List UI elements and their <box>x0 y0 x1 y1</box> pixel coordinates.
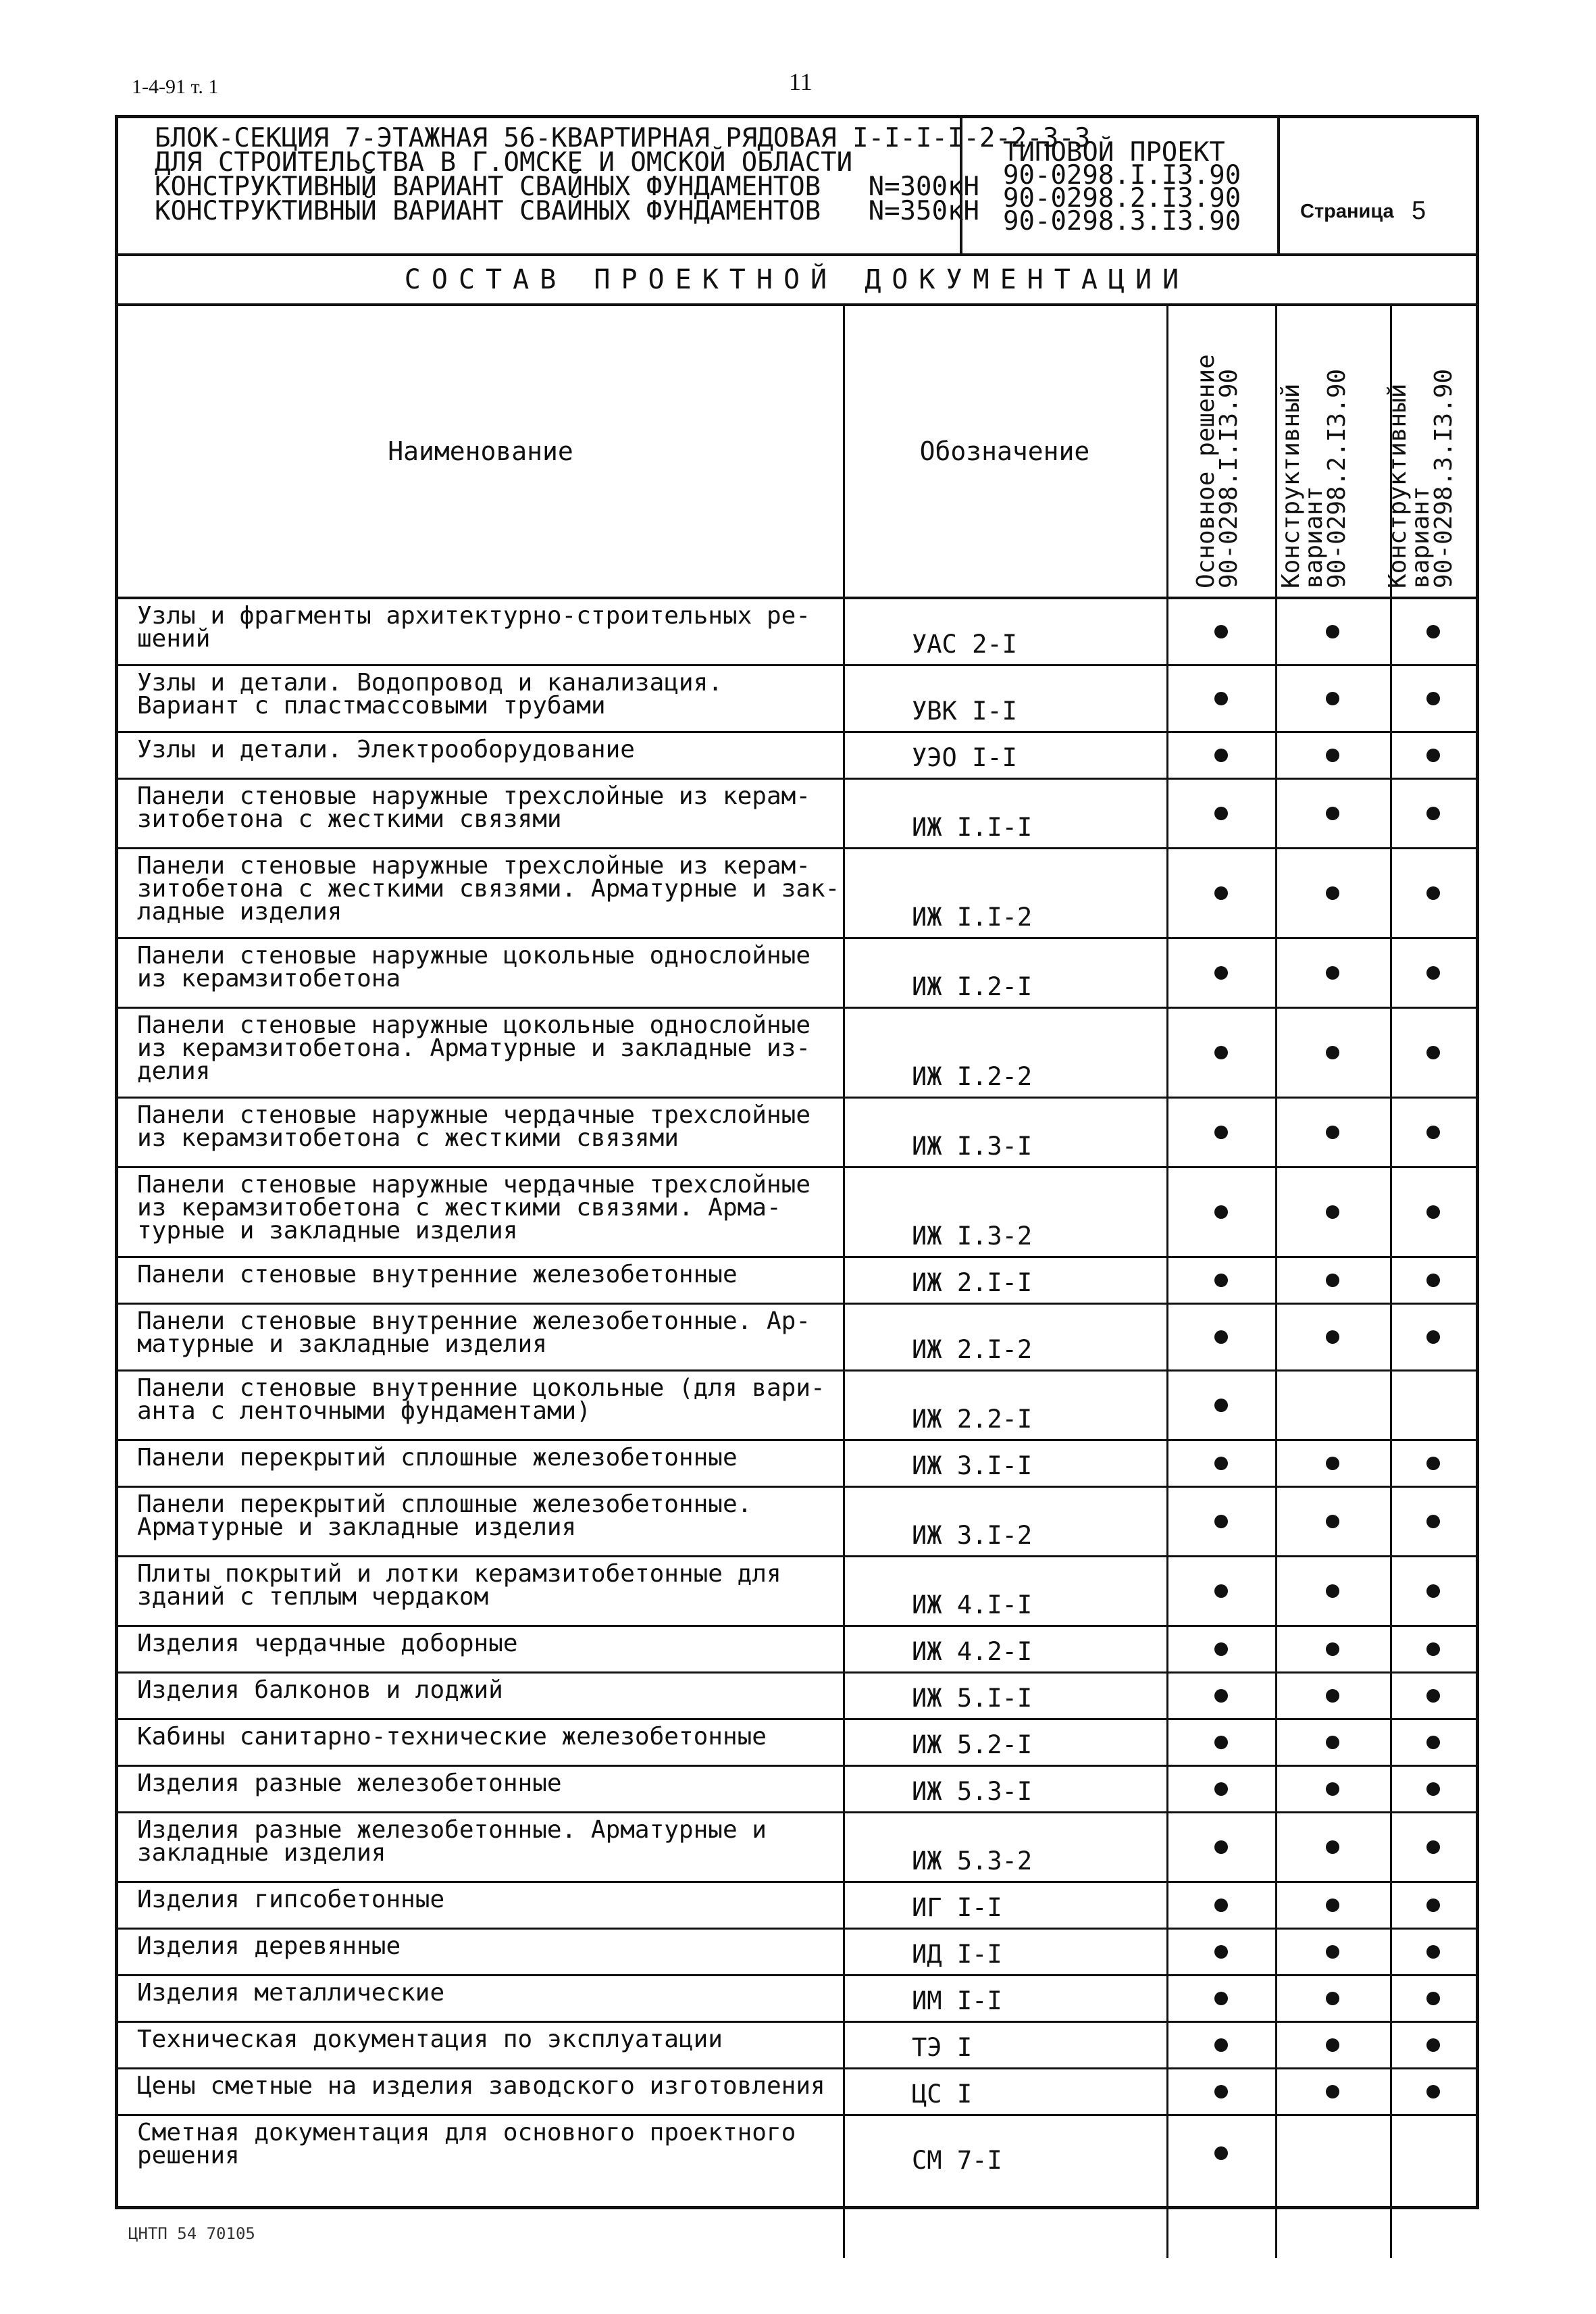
inclusion-mark <box>1326 1992 1339 2005</box>
table-row <box>118 1627 1476 1674</box>
row-name: Панели стеновые наружные цокольные однослойные из керамзитобетона. Арматурные и закладные из- делия <box>137 1011 810 1085</box>
title-line: БЛОК-СЕКЦИЯ 7-ЭТАЖНАЯ 56-КВАРТИРНАЯ РЯДОВАЯ I-I-I-I-2-2-3-3 <box>155 123 1091 153</box>
inclusion-mark <box>1426 2085 1440 2098</box>
column-divider <box>1275 1767 1277 1811</box>
column-divider <box>1390 1720 1392 1765</box>
column-divider <box>1166 599 1168 664</box>
row-code: УЭО I-I <box>912 743 1017 772</box>
row-name: Плиты покрытий и лотки керамзитобетонные для зданий с теплым чердаком <box>137 1560 781 1611</box>
column-divider <box>1390 1813 1392 1881</box>
inclusion-mark <box>1326 1584 1339 1598</box>
row-name: Изделия гипсобетонные <box>137 1886 445 1913</box>
title-line: ДЛЯ СТРОИТЕЛЬСТВА В Г.ОМСКЕ И ОМСКОЙ ОБЛАСТИ <box>155 147 853 178</box>
table-row <box>118 2116 1476 2258</box>
column-divider <box>1166 1627 1168 1671</box>
row-name: Панели стеновые внутренние цокольные (для вари- анта с ленточными фундаментами) <box>137 1374 825 1425</box>
column-header-code: Обозначение <box>919 436 1090 466</box>
column-divider <box>1275 1674 1277 1718</box>
column-divider <box>843 1372 845 1439</box>
column-divider <box>1166 1258 1168 1303</box>
inclusion-mark <box>1214 1399 1228 1412</box>
page-value: 5 <box>1412 197 1426 225</box>
row-name: Панели стеновые наружные чердачные трехслойные из керамзитобетона с жесткими связями. Арма- турные и закладные изделия <box>137 1171 810 1244</box>
inclusion-mark <box>1214 966 1228 980</box>
table-row <box>118 1372 1476 1441</box>
column-divider <box>1390 599 1392 664</box>
column-divider <box>1275 1258 1277 1303</box>
column-divider <box>1166 2069 1168 2114</box>
inclusion-mark <box>1326 1205 1339 1219</box>
column-divider <box>1390 1883 1392 1928</box>
table-row <box>118 1720 1476 1767</box>
table-row <box>118 1258 1476 1305</box>
table-row <box>118 849 1476 939</box>
column-divider <box>1390 1976 1392 2021</box>
inclusion-mark <box>1214 1330 1228 1344</box>
inclusion-mark <box>1426 1330 1440 1344</box>
column-divider <box>1166 1930 1168 1974</box>
column-divider <box>1166 1674 1168 1718</box>
table-row <box>118 939 1476 1009</box>
inclusion-mark <box>1326 966 1339 980</box>
column-divider <box>1390 1305 1392 1369</box>
column-divider <box>1390 1627 1392 1671</box>
inclusion-mark <box>1326 1046 1339 1059</box>
inclusion-mark <box>1214 807 1228 820</box>
row-name: Панели стеновые внутренние железобетонные <box>137 1261 738 1288</box>
row-name: Узлы и детали. Электрооборудование <box>137 736 635 763</box>
documentation-table <box>118 306 1476 2258</box>
inclusion-mark <box>1426 1457 1440 1470</box>
row-name: Цены сметные на изделия заводского изготовления <box>137 2072 825 2100</box>
table-row <box>118 1976 1476 2023</box>
column-divider <box>1275 1099 1277 1166</box>
column-divider <box>1275 2069 1277 2114</box>
column-divider <box>843 1009 845 1097</box>
column-header-variant-a: Основное решение 90-0298.I.I3.90 <box>1192 354 1243 588</box>
project-label: ТИПОВОЙ ПРОЕКТ <box>1003 137 1225 168</box>
inclusion-mark <box>1214 749 1228 762</box>
inclusion-mark <box>1326 1274 1339 1287</box>
inclusion-mark <box>1426 749 1440 762</box>
row-code: ИЖ I.3-I <box>912 1132 1033 1161</box>
column-divider <box>1275 1441 1277 1486</box>
column-divider <box>1275 733 1277 778</box>
column-divider <box>843 1720 845 1765</box>
inclusion-mark <box>1326 1840 1339 1854</box>
inclusion-mark <box>1214 2085 1228 2098</box>
table-row <box>118 1883 1476 1930</box>
row-name: Панели стеновые наружные чердачные трехслойные из керамзитобетона с жесткими связями <box>137 1101 810 1152</box>
document-reference: 1-4-91 т. 1 <box>132 76 219 98</box>
row-code: УАС 2-I <box>912 630 1017 659</box>
inclusion-mark <box>1426 692 1440 705</box>
row-code: ИЖ 4.2-I <box>912 1637 1033 1666</box>
column-divider <box>1275 1883 1277 1928</box>
column-divider <box>843 1883 845 1928</box>
row-name: Изделия металлические <box>137 1979 445 2007</box>
column-divider <box>1275 1372 1277 1439</box>
table-row <box>118 599 1476 666</box>
inclusion-mark <box>1426 1205 1440 1219</box>
column-divider <box>1275 1488 1277 1555</box>
column-header-variant-b: Конструктивный вариант 90-0298.2.I3.90 <box>1277 368 1351 588</box>
inclusion-mark <box>1426 1642 1440 1656</box>
column-divider <box>843 1674 845 1718</box>
column-divider <box>1275 1627 1277 1671</box>
inclusion-mark <box>1214 1898 1228 1912</box>
column-divider <box>1390 849 1392 937</box>
inclusion-mark <box>1426 1840 1440 1854</box>
row-name: Узлы и фрагменты архитектурно-строительных ре- шений <box>137 602 810 653</box>
page-label: Страница <box>1300 201 1394 222</box>
inclusion-mark <box>1326 1898 1339 1912</box>
inclusion-mark <box>1426 1736 1440 1749</box>
inclusion-mark <box>1426 1782 1440 1796</box>
column-divider <box>843 1627 845 1671</box>
row-code: ИГ I-I <box>912 1893 1002 1922</box>
inclusion-mark <box>1214 1689 1228 1703</box>
column-divider <box>1166 1009 1168 1097</box>
row-code: ТЭ I <box>912 2033 973 2062</box>
inclusion-mark <box>1326 1689 1339 1703</box>
column-divider <box>1390 780 1392 847</box>
row-code: СМ 7-I <box>912 2146 1002 2175</box>
table-row <box>118 1767 1476 1813</box>
column-divider <box>1166 306 1168 597</box>
column-divider <box>1166 1099 1168 1166</box>
column-divider <box>1275 780 1277 847</box>
table-header <box>118 306 1476 599</box>
column-divider <box>1166 2023 1168 2067</box>
inclusion-mark <box>1214 1945 1228 1959</box>
column-divider <box>843 2023 845 2067</box>
inclusion-mark <box>1326 1457 1339 1470</box>
row-name: Панели перекрытий сплошные железобетонные <box>137 1444 738 1472</box>
column-divider <box>1275 1720 1277 1765</box>
inclusion-mark <box>1326 1736 1339 1749</box>
inclusion-mark <box>1326 625 1339 638</box>
title-lines <box>118 118 1091 253</box>
inclusion-mark <box>1426 1515 1440 1528</box>
table-body <box>118 599 1476 2258</box>
row-code: ИЖ 2.I-2 <box>912 1335 1033 1364</box>
table-row <box>118 1813 1476 1883</box>
project-code: 90-0298.I.I3.90 <box>1003 160 1241 191</box>
row-code: ИМ I-I <box>912 1986 1002 2015</box>
column-divider <box>1166 849 1168 937</box>
project-codes <box>962 118 1280 253</box>
column-divider <box>1166 1976 1168 2021</box>
inclusion-mark <box>1426 886 1440 900</box>
inclusion-mark <box>1426 1992 1440 2005</box>
column-divider <box>1390 1488 1392 1555</box>
row-code: ИД I-I <box>912 1940 1002 1969</box>
row-code: ИЖ 2.I-I <box>912 1268 1033 1297</box>
column-divider <box>1390 1557 1392 1625</box>
inclusion-mark <box>1326 749 1339 762</box>
column-divider <box>1275 849 1277 937</box>
inclusion-mark <box>1326 886 1339 900</box>
column-header-name: Наименование <box>388 436 573 466</box>
column-divider <box>1166 1168 1168 1256</box>
row-name: Изделия чердачные доборные <box>137 1630 518 1657</box>
row-name: Панели стеновые внутренние железобетонные. Ар- матурные и закладные изделия <box>137 1307 810 1358</box>
column-divider <box>1275 2023 1277 2067</box>
row-code: ЦС I <box>912 2080 973 2109</box>
row-code: ИЖ I.2-2 <box>912 1062 1033 1091</box>
column-divider <box>843 1488 845 1555</box>
column-divider <box>1390 939 1392 1007</box>
column-divider <box>843 1258 845 1303</box>
inclusion-mark <box>1426 1689 1440 1703</box>
column-divider <box>843 939 845 1007</box>
inclusion-mark <box>1426 1046 1440 1059</box>
row-code: ИЖ I.3-2 <box>912 1222 1033 1251</box>
column-divider <box>1275 2116 1277 2258</box>
inclusion-mark <box>1426 807 1440 820</box>
inclusion-mark <box>1214 1205 1228 1219</box>
inclusion-mark <box>1214 1584 1228 1598</box>
table-row <box>118 1009 1476 1099</box>
row-code: ИЖ 5.3-2 <box>912 1846 1033 1876</box>
inclusion-mark <box>1426 1126 1440 1139</box>
table-row <box>118 1168 1476 1258</box>
column-divider <box>1166 1305 1168 1369</box>
table-row <box>118 2023 1476 2069</box>
column-divider <box>1275 1930 1277 1974</box>
document-frame <box>115 115 1479 2209</box>
row-code: ИЖ I.I-2 <box>912 903 1033 932</box>
column-divider <box>1390 1930 1392 1974</box>
column-divider <box>1390 2069 1392 2114</box>
column-divider <box>1166 1720 1168 1765</box>
inclusion-mark <box>1214 1274 1228 1287</box>
table-row <box>118 733 1476 780</box>
column-divider <box>1390 2116 1392 2258</box>
inclusion-mark <box>1426 1945 1440 1959</box>
column-divider <box>1390 1674 1392 1718</box>
column-divider <box>1275 939 1277 1007</box>
inclusion-mark <box>1214 1736 1228 1749</box>
column-divider <box>1166 780 1168 847</box>
inclusion-mark <box>1214 2146 1228 2160</box>
column-divider <box>1390 1441 1392 1486</box>
inclusion-mark <box>1214 1840 1228 1854</box>
sheet-number: 11 <box>789 68 813 95</box>
column-divider <box>1390 2023 1392 2067</box>
page-block <box>1280 118 1476 253</box>
column-divider <box>843 2069 845 2114</box>
column-divider <box>843 1813 845 1881</box>
row-name: Сметная документация для основного проектного решения <box>137 2119 796 2169</box>
column-divider <box>1390 1767 1392 1811</box>
table-row <box>118 1930 1476 1976</box>
row-code: ИЖ 5.2-I <box>912 1730 1033 1759</box>
row-name: Изделия балконов и лоджий <box>137 1676 503 1704</box>
row-code: ИЖ I.I-I <box>912 813 1033 842</box>
column-divider <box>1166 1441 1168 1486</box>
column-divider <box>843 306 845 597</box>
column-divider <box>1166 1557 1168 1625</box>
column-divider <box>1275 1976 1277 2021</box>
row-name: Изделия разные железобетонные. Арматурные и закладные изделия <box>137 1816 767 1867</box>
row-code: ИЖ 3.I-2 <box>912 1521 1033 1550</box>
column-divider <box>1275 1168 1277 1256</box>
section-title: СОСТАВ ПРОЕКТНОЙ ДОКУМЕНТАЦИИ <box>118 256 1476 306</box>
inclusion-mark <box>1326 1945 1339 1959</box>
column-divider <box>1275 1557 1277 1625</box>
row-code: ИЖ 2.2-I <box>912 1405 1033 1434</box>
column-divider <box>843 599 845 664</box>
column-divider <box>1390 1372 1392 1439</box>
row-code: ИЖ 5.I-I <box>912 1684 1033 1713</box>
row-name: Узлы и детали. Водопровод и канализация. Вариант с пластмассовыми трубами <box>137 669 723 720</box>
inclusion-mark <box>1426 1898 1440 1912</box>
inclusion-mark <box>1326 807 1339 820</box>
column-divider <box>1166 1488 1168 1555</box>
column-divider <box>843 1099 845 1166</box>
table-row <box>118 1441 1476 1488</box>
inclusion-mark <box>1214 1126 1228 1139</box>
row-name: Кабины санитарно-технические железобетонные <box>137 1723 767 1751</box>
row-code: ИЖ 5.3-I <box>912 1777 1033 1806</box>
table-row <box>118 666 1476 733</box>
inclusion-mark <box>1326 692 1339 705</box>
column-divider <box>843 780 845 847</box>
table-row <box>118 1674 1476 1720</box>
column-divider <box>843 1557 845 1625</box>
column-divider <box>1275 1813 1277 1881</box>
inclusion-mark <box>1214 1782 1228 1796</box>
column-divider <box>1166 666 1168 731</box>
inclusion-mark <box>1426 966 1440 980</box>
inclusion-mark <box>1214 1457 1228 1470</box>
column-divider <box>1275 599 1277 664</box>
inclusion-mark <box>1326 1330 1339 1344</box>
row-code: ИЖ 3.I-I <box>912 1451 1033 1480</box>
column-divider <box>843 2116 845 2258</box>
title-block <box>118 118 1476 256</box>
row-name: Техническая документация по эксплуатации <box>137 2026 723 2053</box>
column-divider <box>1275 1009 1277 1097</box>
row-code: ИЖ 4.I-I <box>912 1590 1033 1619</box>
column-divider <box>843 1305 845 1369</box>
title-line: КОНСТРУКТИВНЫЙ ВАРИАНТ СВАЙНЫХ ФУНДАМЕНТОВ N=300кН <box>155 172 979 202</box>
inclusion-mark <box>1326 2038 1339 2052</box>
column-divider <box>1166 939 1168 1007</box>
inclusion-mark <box>1326 1515 1339 1528</box>
column-divider <box>1390 666 1392 731</box>
column-divider <box>843 666 845 731</box>
row-name: Панели стеновые наружные цокольные однослойные из керамзитобетона <box>137 942 810 992</box>
inclusion-mark <box>1326 1642 1339 1656</box>
title-line: КОНСТРУКТИВНЫЙ ВАРИАНТ СВАЙНЫХ ФУНДАМЕНТОВ N=350кН <box>155 196 979 226</box>
inclusion-mark <box>1214 886 1228 900</box>
inclusion-mark <box>1326 1126 1339 1139</box>
column-divider <box>843 733 845 778</box>
column-divider <box>843 1976 845 2021</box>
row-name: Панели перекрытий сплошные железобетонные. Арматурные и закладные изделия <box>137 1490 752 1541</box>
row-name: Панели стеновые наружные трехслойные из керам- зитобетона с жесткими связями. Арматурные и зак- ладные изделия <box>137 852 840 926</box>
column-divider <box>1166 1767 1168 1811</box>
row-name: Панели стеновые наружные трехслойные из керам- зитобетона с жесткими связями <box>137 782 810 833</box>
inclusion-mark <box>1426 1584 1440 1598</box>
inclusion-mark <box>1214 625 1228 638</box>
column-divider <box>1275 1305 1277 1369</box>
inclusion-mark <box>1426 1274 1440 1287</box>
column-divider <box>1390 1009 1392 1097</box>
inclusion-mark <box>1214 1642 1228 1656</box>
column-divider <box>843 1168 845 1256</box>
column-divider <box>843 1441 845 1486</box>
inclusion-mark <box>1214 692 1228 705</box>
column-divider <box>1166 1883 1168 1928</box>
inclusion-mark <box>1426 2038 1440 2052</box>
project-code: 90-0298.3.I3.90 <box>1003 206 1241 236</box>
column-divider <box>1390 1258 1392 1303</box>
inclusion-mark <box>1326 2085 1339 2098</box>
row-code: УВК I-I <box>912 697 1017 726</box>
table-row <box>118 1099 1476 1168</box>
table-row <box>118 2069 1476 2116</box>
inclusion-mark <box>1214 1992 1228 2005</box>
column-divider <box>843 1930 845 1974</box>
column-divider <box>1390 1099 1392 1166</box>
table-row <box>118 1488 1476 1557</box>
table-row <box>118 780 1476 849</box>
table-row <box>118 1305 1476 1372</box>
column-divider <box>1166 1372 1168 1439</box>
inclusion-mark <box>1214 1046 1228 1059</box>
row-name: Изделия деревянные <box>137 1932 401 1960</box>
inclusion-mark <box>1214 2038 1228 2052</box>
row-code: ИЖ I.2-I <box>912 972 1033 1001</box>
column-divider <box>843 849 845 937</box>
inclusion-mark <box>1214 1515 1228 1528</box>
row-name: Изделия разные железобетонные <box>137 1769 562 1797</box>
inclusion-mark <box>1326 1782 1339 1796</box>
column-divider <box>1275 666 1277 731</box>
footer-stamp: ЦНТП 54 70105 <box>128 2224 255 2243</box>
column-divider <box>1166 733 1168 778</box>
column-divider <box>843 1767 845 1811</box>
table-row <box>118 1557 1476 1627</box>
column-divider <box>1166 1813 1168 1881</box>
inclusion-mark <box>1426 625 1440 638</box>
column-divider <box>1390 1168 1392 1256</box>
project-code: 90-0298.2.I3.90 <box>1003 183 1241 213</box>
column-divider <box>1390 733 1392 778</box>
column-divider <box>1166 2116 1168 2258</box>
column-header-variant-c: Конструктивный вариант 90-0298.3.I3.90 <box>1384 368 1458 588</box>
